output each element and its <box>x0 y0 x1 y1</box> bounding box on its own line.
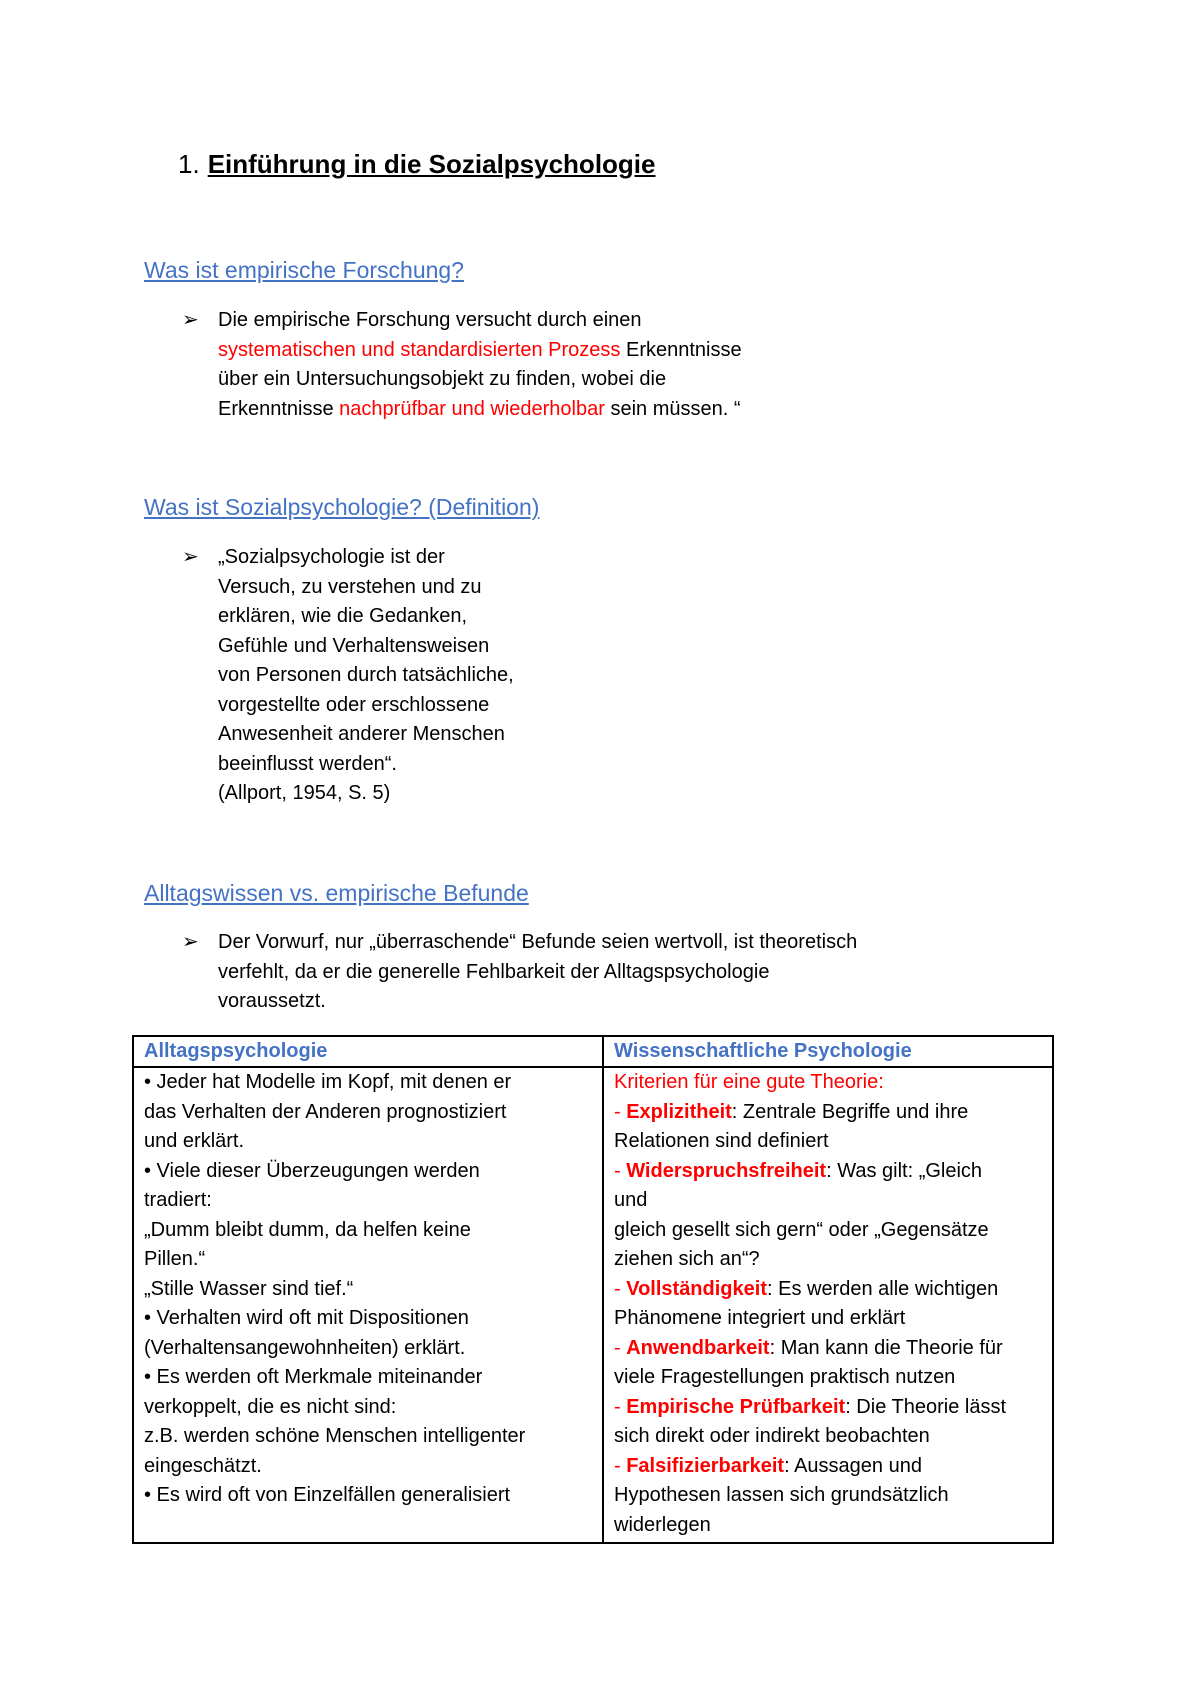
highlight-text: systematischen und standardisierten Prozess <box>218 338 621 361</box>
text-line <box>218 395 858 425</box>
criterion-term: Empirische Prüfbarkeit <box>626 1395 846 1418</box>
criterion-falsifizierbarkeit <box>614 1452 1044 1482</box>
text-line: verfehlt, da er die generelle Fehlbarkeit der Alltagspsychologie <box>218 960 770 983</box>
page-title <box>178 147 656 181</box>
text-line: erklären, wie die Gedanken, <box>218 605 468 627</box>
text-line: • Es wird oft von Einzelfällen generalisiert <box>144 1484 511 1506</box>
text-line: z.B. werden schöne Menschen intelligenter <box>144 1425 526 1447</box>
criterion-text: : Die Theorie lässt <box>845 1395 1006 1418</box>
criterion-term: Falsifizierbarkeit <box>626 1454 785 1477</box>
text-line: Die empirische Forschung versucht durch einen <box>218 309 642 331</box>
text-line: Phänomene integriert und erklärt <box>614 1307 906 1329</box>
table-header-row <box>133 1036 1053 1067</box>
section-heading-empirische-forschung: Was ist empirische Forschung? <box>144 257 464 283</box>
criterion-vollstaendigkeit <box>614 1275 1044 1305</box>
dash: - <box>614 1100 627 1123</box>
section-heading-sozialpsychologie: Was ist Sozialpsychologie? (Definition) <box>144 494 540 520</box>
dash: - <box>614 1277 627 1300</box>
text-line: vorgestellte oder erschlossene <box>218 693 490 716</box>
text-line: Hypothesen lassen sich grundsätzlich <box>614 1484 949 1506</box>
text-line: über ein Untersuchungsobjekt zu finden, wobei die <box>218 368 667 390</box>
criteria-intro: Kriterien für eine gute Theorie: <box>614 1071 884 1093</box>
text-line: voraussetzt. <box>218 990 326 1012</box>
criterion-term: Explizitheit <box>626 1100 732 1123</box>
text-line: das Verhalten der Anderen prognostiziert <box>144 1100 507 1123</box>
criterion-widerspruchsfreiheit <box>614 1157 1044 1187</box>
criterion-text: : Es werden alle wichtigen <box>766 1277 999 1300</box>
arrow-bullet-icon: ➢ <box>182 546 199 568</box>
definition-quote <box>218 543 558 809</box>
text-line: eingeschätzt. <box>144 1454 262 1477</box>
criterion-explizitheit <box>614 1098 1044 1128</box>
criterion-text: : Aussagen und <box>784 1454 922 1477</box>
text-line: Anwesenheit anderer Menschen <box>218 723 505 745</box>
text-line: Versuch, zu verstehen und zu <box>218 575 482 598</box>
text-line: tradiert: <box>144 1189 212 1211</box>
text-line: verkoppelt, die es nicht sind: <box>144 1395 397 1418</box>
dash: - <box>614 1395 627 1418</box>
text-line <box>218 336 858 366</box>
header-wissenschaftliche-psychologie: Wissenschaftliche Psychologie <box>603 1036 1053 1067</box>
text-line: „Sozialpsychologie ist der <box>218 546 445 568</box>
criterion-term: Widerspruchsfreiheit <box>626 1159 827 1182</box>
comparison-table <box>132 1035 1054 1544</box>
text-line: von Personen durch tatsächliche, <box>218 664 514 686</box>
text-line: viele Fragestellungen praktisch nutzen <box>614 1366 956 1388</box>
text-line: Pillen.“ <box>144 1248 206 1270</box>
criterion-term: Vollständigkeit <box>626 1277 767 1300</box>
criterion-text: : Man kann die Theorie für <box>769 1336 1003 1359</box>
text-line: Relationen sind definiert <box>614 1130 829 1152</box>
text-line: • Viele dieser Überzeugungen werden <box>144 1159 480 1182</box>
dash: - <box>614 1159 627 1182</box>
text-line: beeinflusst werden“. <box>218 752 397 775</box>
text-line: sich direkt oder indirekt beobachten <box>614 1425 930 1447</box>
text-line: • Es werden oft Merkmale miteinander <box>144 1366 483 1388</box>
text-line: „Dumm bleibt dumm, da helfen keine <box>144 1218 471 1241</box>
header-alltagspsychologie: Alltagspsychologie <box>133 1036 603 1067</box>
citation: (Allport, 1954, S. 5) <box>218 782 391 804</box>
dash: - <box>614 1454 627 1477</box>
text-line: Gefühle und Verhaltensweisen <box>218 634 490 657</box>
criterion-term: Anwendbarkeit <box>626 1336 770 1359</box>
dash: - <box>614 1336 627 1359</box>
text-line: ziehen sich an“? <box>614 1248 760 1270</box>
criterion-empirische-pruefbarkeit <box>614 1393 1044 1423</box>
text-line: gleich gesellt sich gern“ oder „Gegensätze <box>614 1218 989 1241</box>
text-line: widerlegen <box>614 1513 711 1536</box>
highlight-text: nachprüfbar und wiederholbar <box>339 397 605 420</box>
text-line: und <box>614 1189 648 1211</box>
title-number: 1. <box>178 149 200 179</box>
text-run: Erkenntnisse <box>620 338 742 361</box>
alltagspsychologie-cell <box>133 1067 603 1543</box>
text-line: und erklärt. <box>144 1130 245 1152</box>
bullet-text <box>218 306 858 424</box>
bullet-text <box>218 928 998 1017</box>
arrow-bullet-icon: ➢ <box>182 309 199 331</box>
text-line: • Jeder hat Modelle im Kopf, mit denen er <box>144 1071 512 1093</box>
text-line: • Verhalten wird oft mit Dispositionen <box>144 1307 469 1329</box>
text-run: Erkenntnisse <box>218 397 340 420</box>
arrow-bullet-icon: ➢ <box>182 931 199 953</box>
text-run: sein müssen. “ <box>604 397 741 420</box>
criterion-text: : Was gilt: „Gleich <box>826 1159 983 1182</box>
title-text: Einführung in die Sozialpsychologie <box>207 149 656 179</box>
section-heading-alltagswissen: Alltagswissen vs. empirische Befunde <box>144 880 529 906</box>
criterion-text: : Zentrale Begriffe und ihre <box>731 1100 969 1123</box>
table-row <box>133 1067 1053 1543</box>
wissenschaftliche-psychologie-cell <box>603 1067 1053 1543</box>
text-line: Der Vorwurf, nur „überraschende“ Befunde seien wertvoll, ist theoretisch <box>218 931 858 953</box>
text-line: (Verhaltensangewohnheiten) erklärt. <box>144 1336 466 1359</box>
criterion-anwendbarkeit <box>614 1334 1044 1364</box>
text-line: „Stille Wasser sind tief.“ <box>144 1277 354 1300</box>
